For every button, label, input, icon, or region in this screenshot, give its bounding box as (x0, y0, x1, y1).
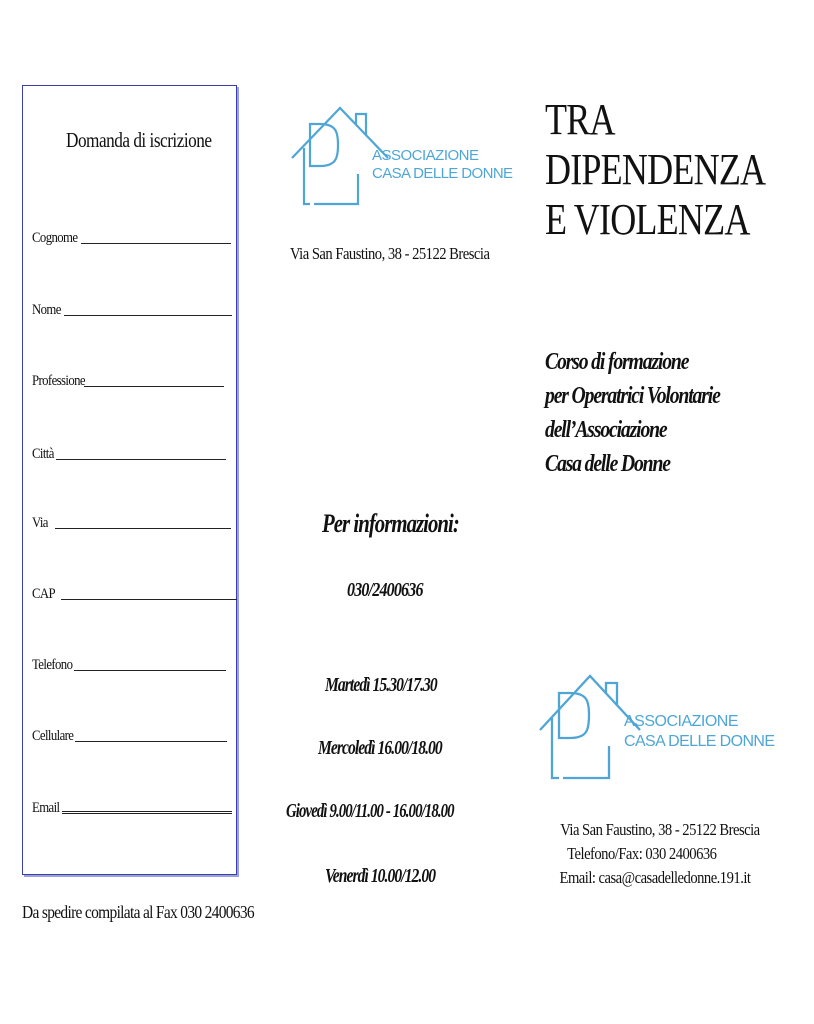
field-cognome[interactable] (32, 230, 231, 247)
field-label: Via (32, 515, 48, 531)
house-logo-icon (536, 668, 775, 784)
hours-tuesday: Martedì 15.30/17.30 (325, 674, 437, 696)
field-line[interactable] (61, 599, 237, 600)
field-citta[interactable] (32, 446, 226, 463)
field-line[interactable] (55, 528, 231, 529)
contact-block (544, 818, 760, 890)
svg-text:CASA DELLE DONNE: CASA DELLE DONNE (624, 733, 775, 750)
svg-text:ASSOCIAZIONE: ASSOCIAZIONE (624, 713, 739, 730)
association-logo-top (288, 100, 513, 212)
field-cellulare[interactable] (32, 728, 227, 745)
field-label: Telefono (32, 657, 73, 673)
hours-wednesday: Mercoledì 16.00/18.00 (318, 737, 442, 759)
field-nome[interactable] (32, 302, 232, 319)
house-logo-icon (288, 100, 513, 212)
field-cap[interactable] (32, 586, 237, 603)
field-telefono[interactable] (32, 657, 226, 674)
svg-text:CASA DELLE DONNE: CASA DELLE DONNE (372, 165, 513, 182)
contact-telfax: Telefono/Fax: 030 2400636 (567, 844, 717, 863)
field-line[interactable] (75, 741, 227, 742)
address-top: Via San Faustino, 38 - 25122 Brescia (290, 244, 490, 263)
field-label: Cognome (32, 230, 78, 246)
hours-friday: Venerdì 10.00/12.00 (325, 865, 436, 887)
field-line[interactable] (74, 670, 226, 671)
course-subtitle: Corso di formazione per Operatrici Volontarie dell’Associazione Casa delle Donne (545, 349, 720, 477)
contact-email[interactable]: Email: casa@casadelledonne.191.it (559, 868, 751, 887)
field-line[interactable] (56, 459, 226, 460)
info-phone: 030/2400636 (347, 579, 423, 601)
fax-instruction: Da spedire compilata al Fax 030 2400636 (22, 902, 254, 922)
field-line[interactable] (62, 811, 232, 814)
field-label: CAP (32, 586, 56, 602)
main-title: TRA DIPENDENZA E VIOLENZA (545, 95, 766, 244)
field-label: Nome (32, 302, 61, 318)
field-line[interactable] (81, 243, 231, 244)
field-email[interactable] (32, 800, 232, 817)
field-label: Cellulare (32, 728, 74, 744)
field-label: Città (32, 446, 54, 462)
registration-form-box (22, 85, 237, 875)
field-line[interactable] (64, 315, 232, 316)
association-logo-bottom (536, 668, 775, 784)
field-label: Email (32, 800, 60, 816)
field-line[interactable] (84, 386, 224, 387)
hours-thursday: Giovedì 9.00/11.00 - 16.00/18.00 (286, 800, 454, 822)
form-title: Domanda di iscrizione (66, 128, 212, 152)
info-title: Per informazioni: (322, 509, 459, 538)
field-label: Professione (32, 373, 85, 389)
contact-address: Via San Faustino, 38 - 25122 Brescia (560, 820, 760, 839)
field-via[interactable] (32, 515, 231, 532)
svg-text:ASSOCIAZIONE: ASSOCIAZIONE (372, 147, 479, 164)
field-professione[interactable] (32, 373, 224, 390)
